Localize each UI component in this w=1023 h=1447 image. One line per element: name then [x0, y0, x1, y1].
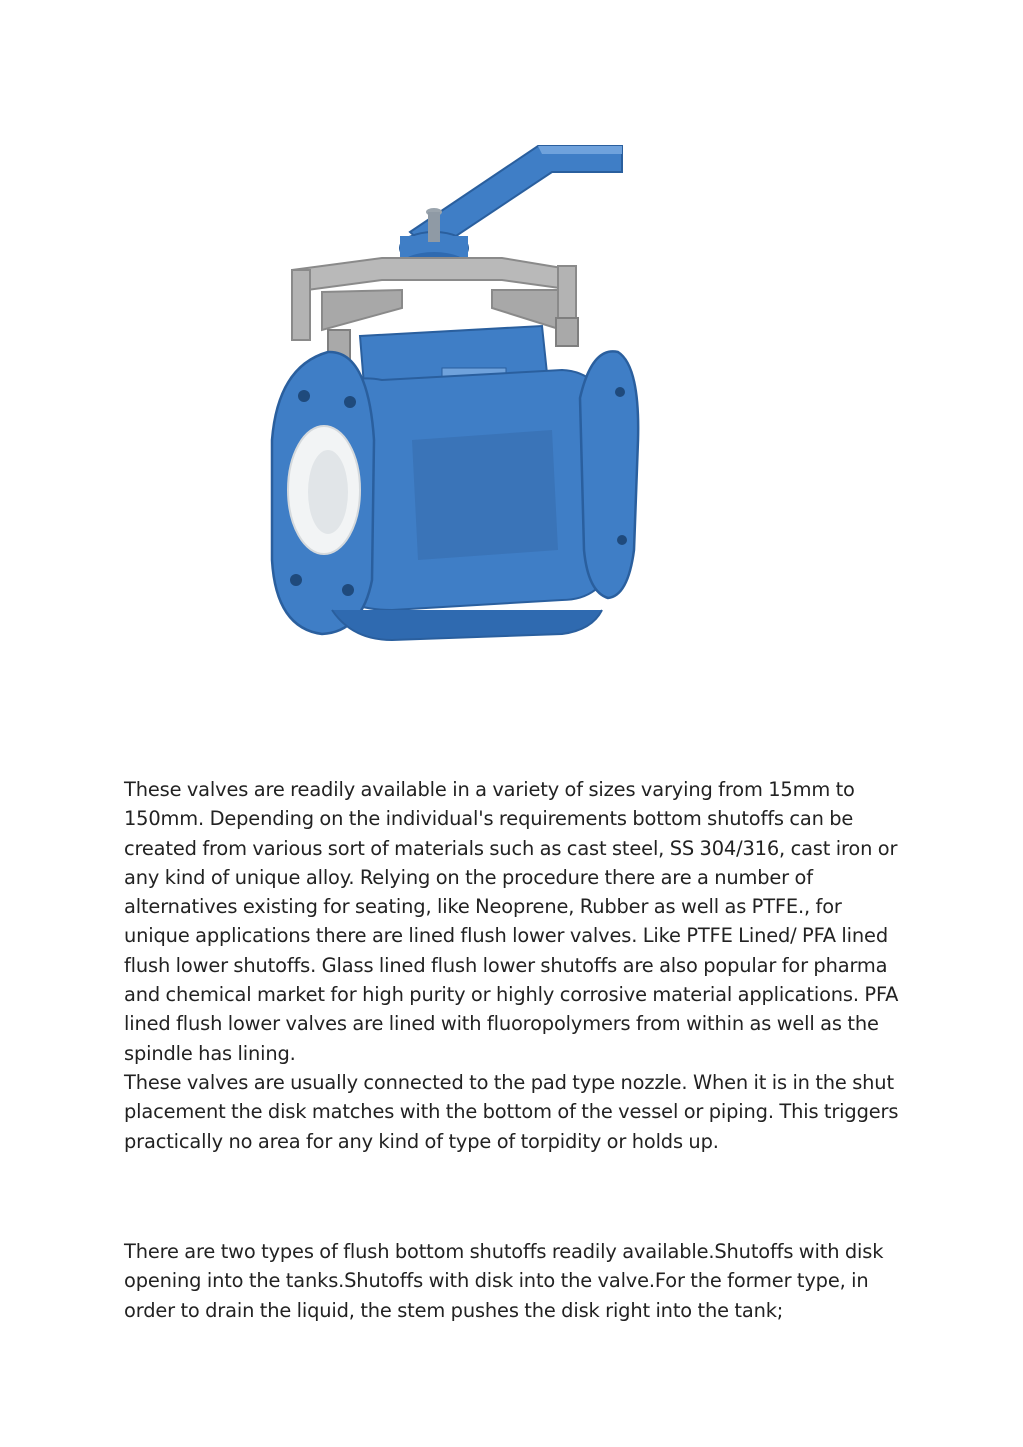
paragraph-3: There are two types of flush bottom shutoffs readily available.Shutoffs with disk opening into the tanks.Shutoffs with disk into the valve.For the former type, in order to drain the liquid, the stem pushes the disk right into the tank;	[124, 1240, 884, 1322]
article-continuation	[124, 1237, 904, 1325]
article-body	[124, 775, 904, 1156]
plug-valve-illustration-icon	[262, 140, 807, 645]
paragraph-2: These valves are usually connected to the pad type nozzle. When it is in the shut placement the disk matches with the bottom of the vessel or piping. This triggers practically no area for any kind of type of torpidity or holds up.	[124, 1070, 899, 1153]
paragraph-1: These valves are readily available in a variety of sizes varying from 15mm to 150mm. Depending on the individual's requirements bottom shutoffs can be created from various sort of materials such as cast steel, SS 304/316, cast iron or any kind of unique alloy. Relying on the procedure there are a number of alternatives existing for seating, like Neoprene, Rubber as well as PTFE., for unique applications there are lined flush lower valves. Like PTFE Lined/ PFA lined flush lower shutoffs. Glass lined flush lower shutoffs are also popular for pharma and chemical market for high purity or highly corrosive material applications. PFA lined flush lower valves are lined with fluoropolymers from within as well as the spindle has lining.	[124, 778, 899, 1065]
valve-photo	[262, 140, 807, 645]
